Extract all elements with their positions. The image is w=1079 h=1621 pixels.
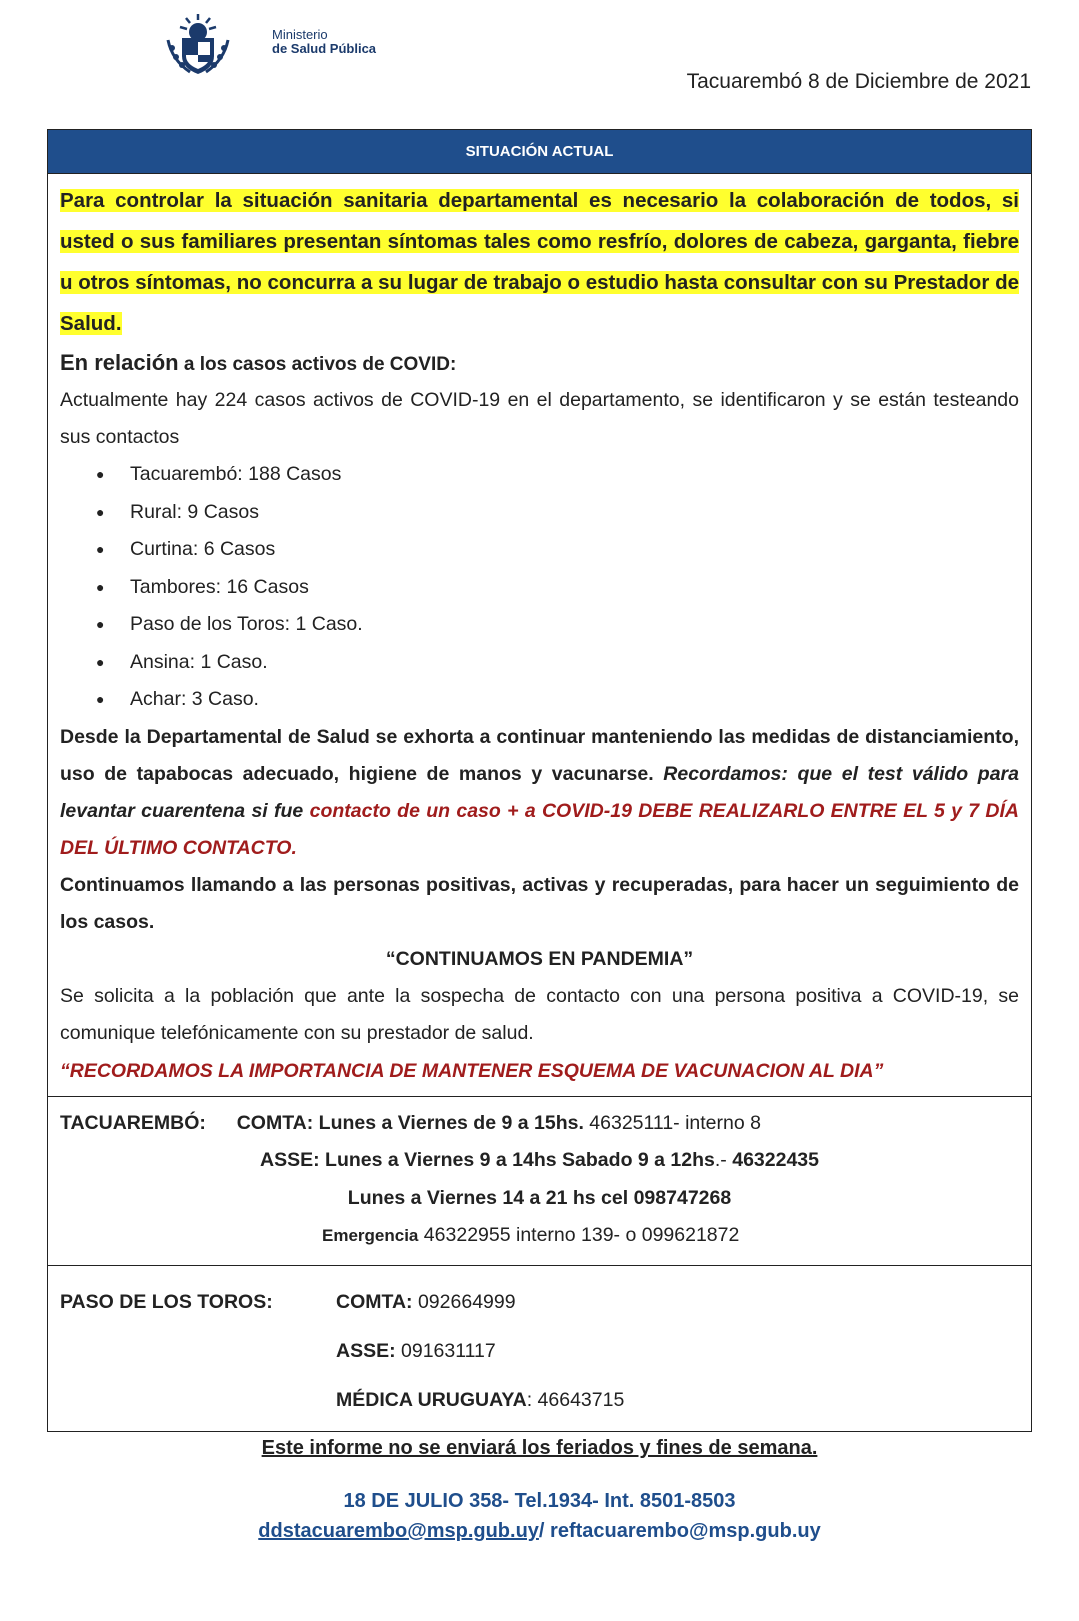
paso-medica-phone: : 46643715 — [526, 1388, 625, 1411]
active-cases-text: Actualmente hay 224 casos activos de COVID-19 en el departamento, se identificaron y se están testeando sus contactos — [60, 389, 1019, 448]
emergency-label: Emergencia — [322, 1226, 419, 1245]
paso-asse-phone: 091631117 — [395, 1339, 496, 1362]
pandemic-heading: “CONTINUAMOS EN PANDEMIA” — [385, 947, 694, 970]
ministry-name — [272, 28, 376, 55]
list-item: ● Achar: 3 Caso. — [96, 681, 1019, 719]
footer-emails — [0, 1516, 1079, 1546]
paso-section — [48, 1265, 1031, 1431]
list-item: ● Ansina: 1 Caso. — [96, 644, 1019, 682]
box-title: SITUACIÓN ACTUAL — [48, 130, 1031, 174]
tacuarembo-asse-phone: 46322435 — [732, 1149, 819, 1171]
ministry-logo — [158, 10, 238, 78]
situation-content — [48, 174, 1031, 1096]
tacuarembo-asse: ASSE: Lunes a Viernes 9 a 14hs Sabado 9 a 12hs — [260, 1149, 715, 1171]
paso-comta-row — [60, 1278, 1019, 1327]
highlight-text: Para controlar la situación sanitaria departamental es necesario la colaboración de todos, si usted o sus familiares presentan síntomas tales como resfrío, dolores de cabeza, garganta, fiebre u otros síntomas, no concurra a su lugar de trabajo o estudio hasta consultar con su Prestador de Salud. — [60, 189, 1019, 335]
list-item: ● Tacuarembó: 188 Casos — [96, 456, 1019, 494]
relation-big: En relación — [60, 350, 179, 375]
relation-heading — [60, 346, 1019, 382]
tacuarembo-section — [48, 1096, 1031, 1265]
footer-contact — [0, 1486, 1079, 1546]
list-item: ● Curtina: 6 Casos — [96, 531, 1019, 569]
email-ref: reftacuarembo@msp.gub.uy — [550, 1520, 821, 1542]
cases-list — [60, 456, 1019, 719]
tacuarembo-comta: COMTA: Lunes a Viernes de 9 a 15hs. — [236, 1111, 584, 1134]
paso-comta-phone: 092664999 — [412, 1290, 516, 1313]
paso-asse-row — [60, 1327, 1019, 1376]
footer-note: Este informe no se enviará los feriados y fines de semana. — [261, 1437, 818, 1459]
paso-label: PASO DE LOS TOROS: — [60, 1290, 273, 1313]
paso-comta-label: COMTA: — [336, 1290, 413, 1313]
email-separator: / — [538, 1520, 551, 1542]
relation-small: a los casos activos de COVID: — [178, 354, 457, 375]
highlight-paragraph — [60, 180, 1019, 344]
tacuarembo-cel-row: Lunes a Viernes 14 a 21 hs cel 098747268 — [347, 1186, 732, 1209]
ministry-line2: de Salud Pública — [272, 41, 377, 56]
remember-text: Recordamos: que el test válido para levantar cuarentena si fue — [60, 762, 1019, 822]
exhort-text: Desde la Departamental de Salud se exhorta a continuar manteniendo las medidas de distanciamiento, uso de tapabocas adecuado, higiene de manos y vacunarse. — [60, 725, 1019, 785]
list-item: ● Paso de los Toros: 1 Caso. — [96, 606, 1019, 644]
report-date: Tacuarembó 8 de Diciembre de 2021 — [686, 70, 1031, 93]
email-link-dds[interactable]: ddstacuarembo@msp.gub.uy — [258, 1520, 539, 1542]
paso-asse-label: ASSE: — [336, 1339, 396, 1362]
list-item: ● Rural: 9 Casos — [96, 494, 1019, 532]
tacuarembo-label: TACUAREMBÓ: — [60, 1111, 206, 1134]
paso-medica-row — [60, 1376, 1019, 1425]
situation-box — [47, 129, 1032, 1432]
vaccine-reminder: “RECORDAMOS LA IMPORTANCIA DE MANTENER ESQUEMA DE VACUNACION AL DIA” — [60, 1059, 884, 1082]
emergency-text: 46322955 interno 139- o 099621872 — [418, 1224, 740, 1246]
tacuarembo-asse-row — [60, 1142, 1019, 1180]
tacuarembo-comta-row — [60, 1105, 1019, 1143]
ministry-line1: Ministerio — [272, 27, 328, 42]
tacuarembo-emergency-row — [60, 1217, 1019, 1255]
tacuarembo-comta-phone: 46325111- interno 8 — [583, 1111, 761, 1134]
list-item: ● Tambores: 16 Casos — [96, 569, 1019, 607]
request-text: Se solicita a la población que ante la sospecha de contacto con una persona positiva a COVID-19, se comunique telefónicamente con su prestador de salud. — [60, 984, 1019, 1044]
footer-address: 18 DE JULIO 358- Tel.1934- Int. 8501-8503 — [343, 1490, 736, 1512]
paso-medica-label: MÉDICA URUGUAYA — [336, 1388, 527, 1411]
tacuarembo-asse-sep: .- — [714, 1149, 733, 1171]
exhort-paragraph — [60, 719, 1019, 867]
remember-red-text: contacto de un caso + a COVID-19 DEBE REALIZARLO ENTRE EL 5 y 7 DÍA DEL ÚLTIMO CONTACTO. — [60, 799, 1019, 859]
continue-calling-text: Continuamos llamando a las personas positivas, activas y recuperadas, para hacer un seguimiento de los casos. — [60, 873, 1019, 933]
